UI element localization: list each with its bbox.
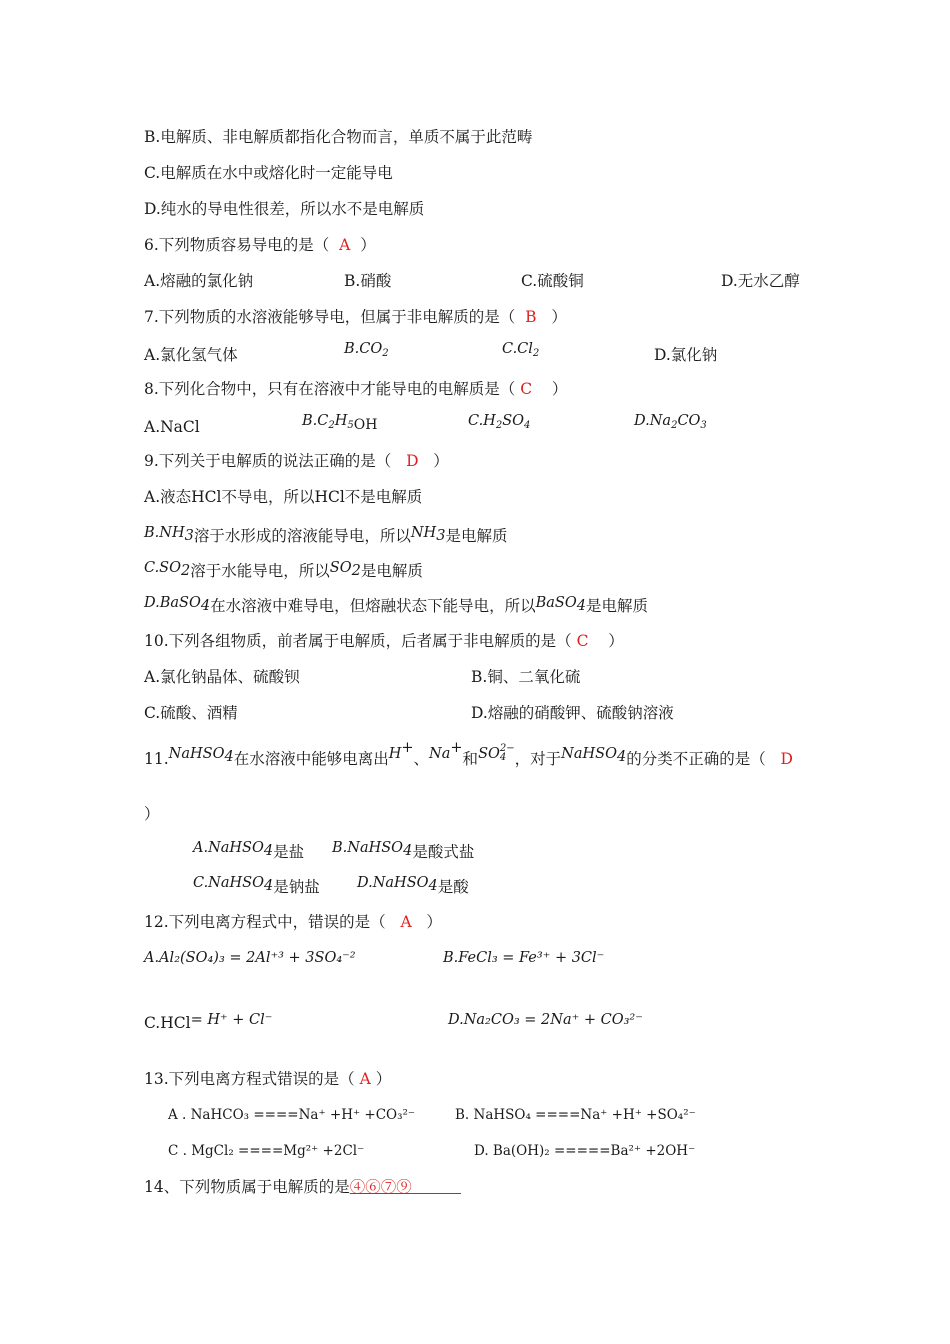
question-12-stem: 12.下列电离方程式中，错误的是（ A ） — [144, 913, 442, 931]
question-9-stem: 9.下列关于电解质的说法正确的是（ D ） — [144, 452, 449, 470]
q10-option-d: D.熔融的硝酸钾、硫酸钠溶液 — [471, 704, 674, 722]
option-c-text: C.电解质在水中或熔化时一定能导电 — [144, 164, 393, 182]
q7-option-c: $C.Cl_2$ — [502, 341, 540, 359]
q8-option-a: A.NaCl — [144, 418, 200, 436]
question-13-stem: 13.下列电离方程式错误的是（ A ） — [144, 1070, 392, 1088]
q11-option-d: D.NaHSO$_4$是酸 — [357, 875, 469, 896]
answer-10: C — [576, 632, 589, 650]
answer-9: D — [406, 452, 419, 470]
q11-close-paren: ） — [144, 805, 160, 823]
question-10-stem: 10.下列各组物质，前者属于电解质，后者属于非电解质的是（ C ） — [144, 632, 624, 650]
q13-option-c: C . MgCl₂ ====Mg²⁺ +2Cl⁻ — [168, 1143, 365, 1159]
answer-6: A — [339, 236, 351, 254]
answer-11: D — [780, 750, 793, 768]
q10-option-c: C.硫酸、酒精 — [144, 704, 238, 722]
q8-option-d: $D.Na_2CO_3$ — [634, 413, 707, 431]
q6-option-d: D.无水乙醇 — [721, 272, 800, 290]
q8-option-c: $C.H_2SO_4$ — [468, 413, 531, 431]
question-14-stem: 14、下列物质属于电解质的是④⑥⑦⑨ — [144, 1178, 412, 1196]
q11-option-c: C.NaHSO$_4$是钠盐 — [193, 875, 320, 896]
q6-option-c: C.硫酸铜 — [521, 272, 584, 290]
question-8-stem: 8.下列化合物中，只有在溶液中才能导电的电解质是（ C ） — [144, 380, 568, 398]
q12-option-b: B.FeCl₃ = Fe³⁺ + 3Cl⁻ — [443, 950, 605, 966]
q9-option-a: A.液态HCl不导电，所以HCl不是电解质 — [144, 488, 423, 506]
q7-option-b: $B.CO_2$ — [344, 341, 389, 359]
answer-14: ④⑥⑦⑨ — [349, 1178, 412, 1196]
question-7-stem: 7.下列物质的水溶液能够导电，但属于非电解质的是（ B ） — [144, 308, 567, 326]
q7-option-d: D.氯化钠 — [654, 346, 718, 364]
answer-8: C — [520, 380, 533, 398]
q13-option-d: D. Ba(OH)₂ =====Ba²⁺ +2OH⁻ — [474, 1143, 696, 1159]
option-d-text: D.纯水的导电性很差，所以水不是电解质 — [144, 200, 425, 218]
q9-option-c: $C.SO_2$溶于水能导电，所以$SO_2$是电解质 — [144, 560, 423, 580]
q10-option-b: B.铜、二氧化硫 — [471, 668, 581, 686]
q11-option-b: B.NaHSO$_4$是酸式盐 — [332, 840, 475, 861]
q11-option-a: A.NaHSO$_4$是盐 — [193, 840, 305, 861]
q10-option-a: A.氯化钠晶体、硫酸钡 — [144, 668, 300, 686]
q12-option-c: C.HCl= H⁺ + Cl⁻ — [144, 1012, 273, 1032]
q6-option-b: B.硝酸 — [344, 272, 392, 290]
q8-option-b: $B.C_2H_5OH$ — [302, 413, 378, 433]
q13-option-b: B. NaHSO₄ ====Na⁺ +H⁺ +SO₄²⁻ — [455, 1107, 696, 1123]
q13-option-a: A . NaHCO₃ ====Na⁺ +H⁺ +CO₃²⁻ — [168, 1107, 416, 1123]
answer-13: A — [359, 1070, 371, 1088]
q12-option-a: A.Al₂(SO₄)₃ = 2Al⁺³ + 3SO₄⁻² — [144, 950, 356, 966]
question-6-stem: 6.下列物质容易导电的是（ A ） — [144, 236, 376, 254]
q9-option-d: D.BaSO$_4$在水溶液中难导电，但熔融状态下能导电，所以BaSO$_4$是电解质 — [144, 595, 648, 615]
option-b-text: B.电解质、非电解质都指化合物而言，单质不属于此范畴 — [144, 128, 533, 146]
q6-option-a: A.熔融的氯化钠 — [144, 272, 254, 290]
q12-option-d: D.Na₂CO₃ = 2Na⁺ + CO₃²⁻ — [448, 1012, 643, 1028]
question-11-stem: 11.NaHSO$_4$在水溶液中能够电离出H+、Na+和SO 2− 4 ，对于NaHSO$_4$的分类不正确的是（ D — [144, 740, 793, 768]
q9-option-b: $B.NH_3$溶于水形成的溶液能导电，所以$NH_3$是电解质 — [144, 525, 508, 545]
answer-7: B — [525, 308, 537, 326]
q7-option-a: A.氯化氢气体 — [144, 346, 238, 364]
answer-12: A — [400, 913, 412, 931]
